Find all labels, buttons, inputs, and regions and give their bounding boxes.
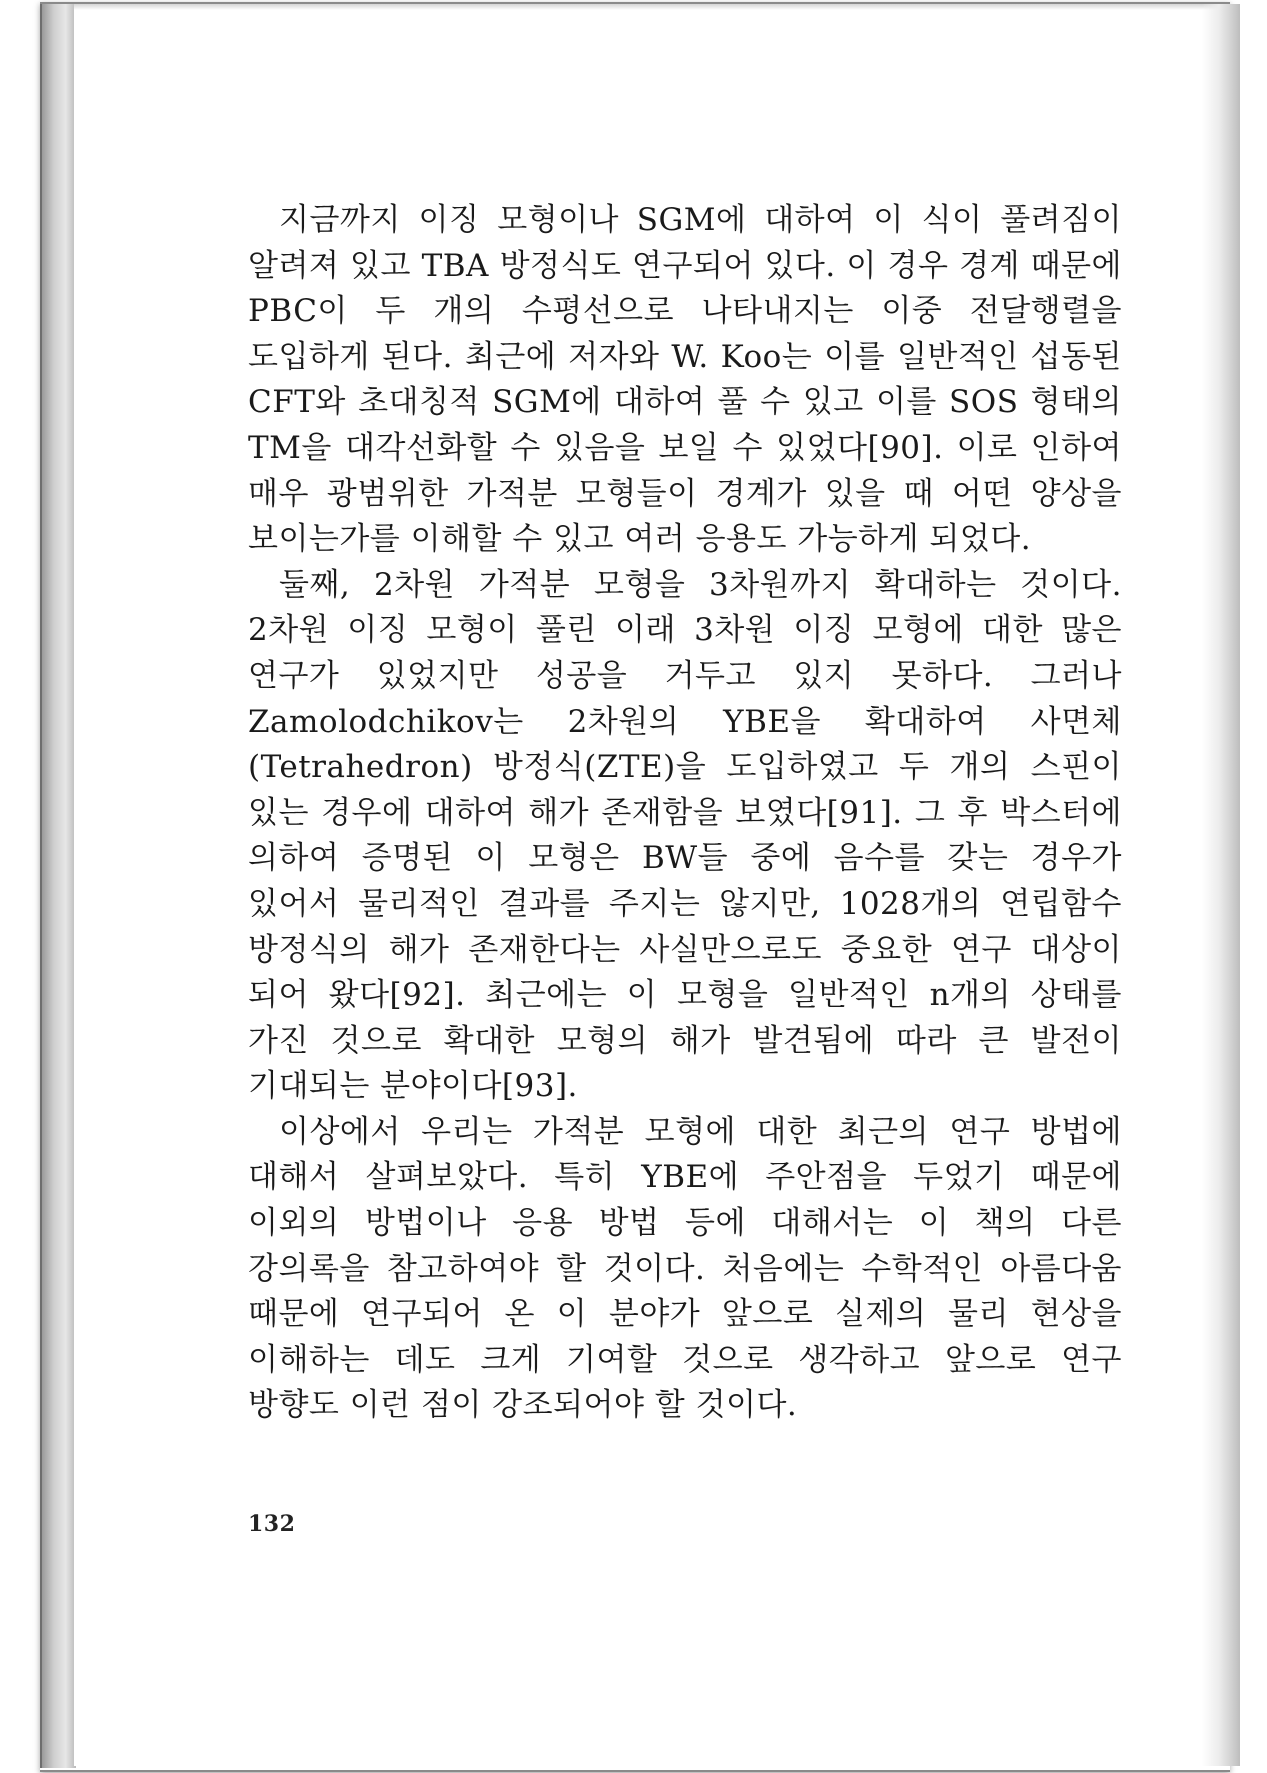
paragraph-1: 지금까지 이징 모형이나 SGM에 대하여 이 식이 풀려짐이 알려져 있고 TBA 방정식도 연구되어 있다. 이 경우 경계 때문에 PBC이 두 개의 수평선으로 나타내지는 이중 전달행렬을 도입하게 된다. 최근에 저자와 W. Koo는 이를 일반적인 섭동된 CFT와 초대칭적 SGM에 대하여 풀 수 있고 이를 SOS 형태의 TM을 대각선화할 수 있음을 보일 수 있었다[90]. 이로 인하여 매우 광범위한 가적분 모형들이 경계가 있을 때 어떤 양상을 보이는가를 이해할 수 있고 여러 응용도 가능하게 되었다. bbox=[248, 202, 1122, 558]
body-text bbox=[248, 198, 1122, 1429]
page-number: 132 bbox=[248, 1511, 296, 1537]
page-edge-curl bbox=[1202, 4, 1240, 1766]
book-spine bbox=[40, 4, 76, 1768]
paragraph-3: 이상에서 우리는 가적분 모형에 대한 최근의 연구 방법에 대해서 살펴보았다. 특히 YBE에 주안점을 두었기 때문에 이외의 방법이나 응용 방법 등에 대해서는 이 책의 다른 강의록을 참고하여야 할 것이다. 처음에는 수학적인 아름다움 때문에 연구되어 온 이 분야가 앞으로 실제의 물리 현상을 이해하는 데도 크게 기여할 것으로 생각하고 앞으로 연구 방향도 이런 점이 강조되어야 할 것이다. bbox=[248, 1113, 1122, 1424]
page-top-shadow bbox=[74, 4, 1240, 10]
paragraph-2: 둘째, 2차원 가적분 모형을 3차원까지 확대하는 것이다. 2차원 이징 모형이 풀린 이래 3차원 이징 모형에 대한 많은 연구가 있었지만 성공을 거두고 있지 못하다. 그러나 Zamolodchikov는 2차원의 YBE을 확대하여 사면체(Tetrahedron) 방정식(ZTE)을 도입하였고 두 개의 스핀이 있는 경우에 대하여 해가 존재함을 보였다[91]. 그 후 박스터에 의하여 증명된 이 모형은 BW들 중에 음수를 갖는 경우가 있어서 물리적인 결과를 주지는 않지만, 1028개의 연립함수 방정식의 해가 존재한다는 사실만으로도 중요한 연구 대상이 되어 왔다[92]. 최근에는 이 모형을 일반적인 n개의 상태를 가진 것으로 확대한 모형의 해가 발견됨에 따라 큰 발전이 기대되는 분야이다[93]. bbox=[248, 566, 1122, 1105]
